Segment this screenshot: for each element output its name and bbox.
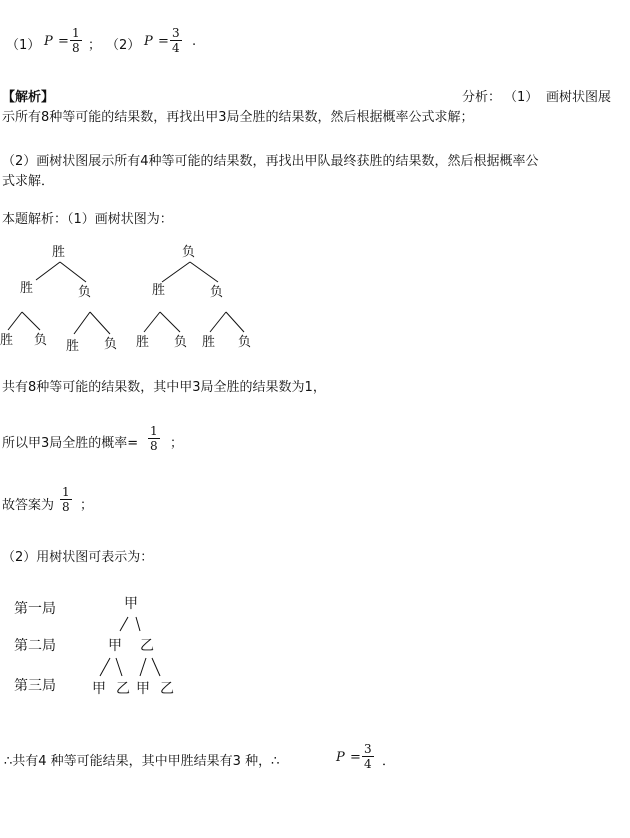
tree2-leaf-4: 乙 — [160, 681, 174, 697]
solution-prob-suffix: ； — [170, 436, 184, 451]
tree1-root-right: 负 — [182, 245, 196, 260]
tree1-leaf-3: 胜 — [66, 339, 80, 354]
solution-count-line: 共有8种等可能的结果数，其中甲3局全胜的结果数为1， — [2, 380, 326, 395]
solution-answer-numerator: 1 — [62, 485, 70, 499]
tree2-leaf-3: 甲 — [136, 681, 150, 697]
solution-final-denominator: 4 — [364, 757, 372, 771]
tree1-root-left: 胜 — [52, 245, 66, 260]
tree1-leaf-8: 负 — [238, 335, 252, 350]
solution-part2-intro: （2）用树状图可表示为： — [2, 550, 154, 565]
tree1-leaf-5: 胜 — [136, 335, 150, 350]
solution-final-prefix: ∴共有4 种等可能结果，其中甲胜结果有3 种，∴ — [4, 754, 280, 769]
tree1-l1-left-a: 胜 — [20, 281, 34, 296]
tree1-leaf-7: 胜 — [202, 335, 216, 350]
tree2-leaf-2: 乙 — [116, 681, 130, 697]
solution-intro: 本题解析：（1）画树状图为： — [2, 212, 173, 227]
answer-p2-equals: = — [158, 34, 169, 49]
answer-p2-symbol: P — [144, 34, 153, 49]
solution-answer-prefix: 故答案为 — [2, 498, 55, 513]
tree1-leaf-6: 负 — [174, 335, 188, 350]
answer-p1-denominator: 8 — [72, 41, 80, 55]
tree2-root: 甲 — [124, 596, 138, 612]
tree2-round-1-label: 第一局 — [14, 601, 56, 617]
analysis-intro-text: 画树状图展 — [546, 90, 612, 105]
tree1-leaf-1: 胜 — [0, 333, 14, 348]
answer-separator: ； — [88, 38, 102, 53]
tree1-l1-right-a: 胜 — [152, 283, 166, 298]
analysis-intro-part: （1） — [504, 90, 539, 105]
analysis-header: 【解析】 — [2, 90, 55, 105]
answer-p1-numerator: 1 — [72, 26, 80, 40]
tree1-leaf-2: 负 — [34, 333, 48, 348]
tree1-l1-right-b: 负 — [210, 285, 224, 300]
answer-p2-denominator: 4 — [172, 41, 180, 55]
solution-answer-suffix: ； — [80, 498, 94, 513]
solution-final-fraction — [362, 742, 374, 771]
solution-prob-numerator: 1 — [150, 424, 158, 438]
answer-p2-numerator: 3 — [172, 26, 180, 40]
tree2-round-2-label: 第二局 — [14, 638, 56, 654]
solution-prob-denominator: 8 — [150, 439, 158, 453]
answer-part2-label: （2） — [106, 38, 141, 53]
analysis-line-2: 示所有8种等可能的结果数，再找出甲3局全胜的结果数，然后根据概率公式求解； — [2, 110, 474, 125]
answer-part1-label: （1） — [6, 38, 41, 53]
solution-final-numerator: 3 — [364, 742, 372, 756]
analysis-intro-label: 分析： — [462, 90, 502, 105]
analysis-line-3: （2）画树状图展示所有4种等可能的结果数，再找出甲队最终获胜的结果数，然后根据概率公 — [2, 154, 539, 169]
tree1-leaf-4: 负 — [104, 337, 118, 352]
tree2-round-3-label: 第三局 — [14, 678, 56, 694]
answer-p1-equals: = — [58, 34, 69, 49]
answer-end: . — [192, 34, 197, 49]
solution-final-equals: = — [350, 750, 361, 765]
solution-prob-prefix: 所以甲3局全胜的概率= — [2, 436, 139, 451]
analysis-line-4: 式求解． — [2, 174, 55, 189]
tree1-l1-left-b: 负 — [78, 285, 92, 300]
tree2-l1-a: 甲 — [108, 638, 122, 654]
tree2-l1-b: 乙 — [140, 638, 154, 654]
solution-final-p: P — [336, 750, 345, 765]
tree2-leaf-1: 甲 — [92, 681, 106, 697]
solution-final-end: ． — [382, 754, 396, 769]
solution-answer-denominator: 8 — [62, 500, 70, 514]
answer-p1-symbol: P — [44, 34, 53, 49]
